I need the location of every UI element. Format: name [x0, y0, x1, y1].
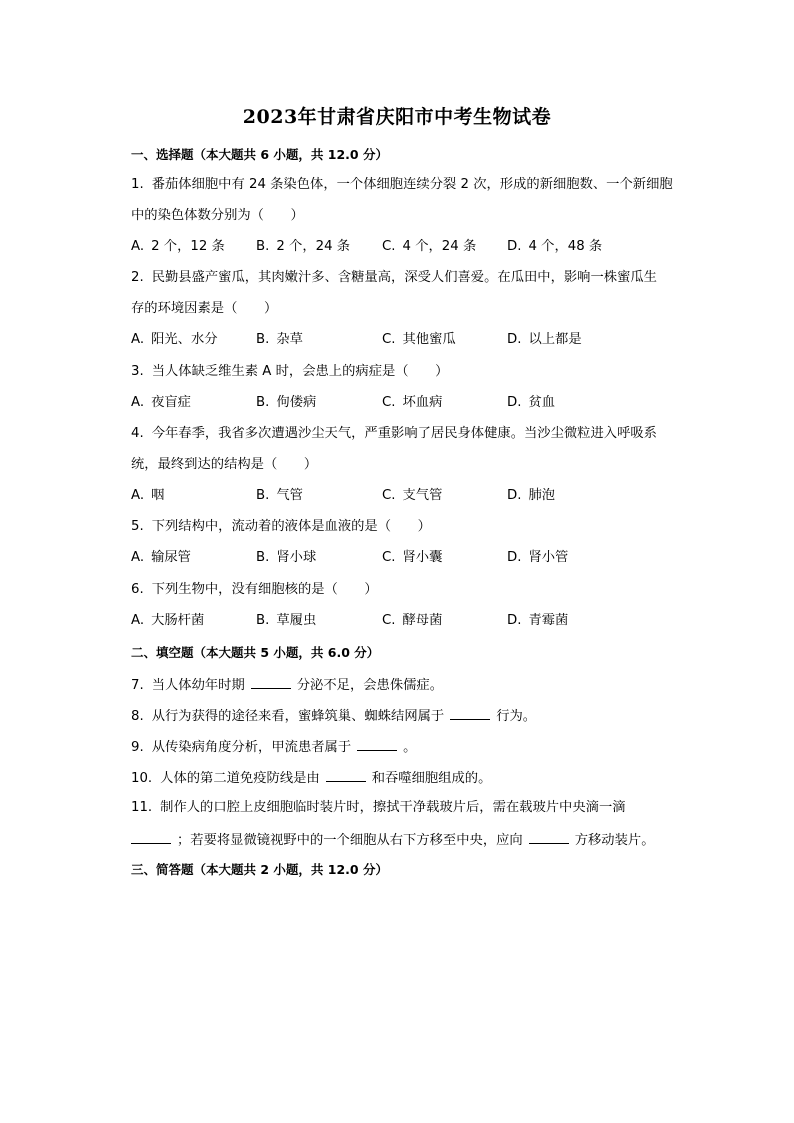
- option-a: A. 大肠杆菌: [131, 613, 205, 628]
- option-b: B. 佝偻病: [256, 395, 317, 410]
- option-c: C. 4 个，24 条: [382, 239, 477, 254]
- question-text: 从行为获得的途径来看，蜜蜂筑巢、蜘蛛结网属于: [151, 709, 445, 724]
- question-text: 。: [403, 740, 417, 755]
- question-1-continued: 中的染色体数分别为（ ）: [131, 208, 304, 223]
- option-c: C. 酵母菌: [382, 613, 443, 628]
- section-heading-fill: 二、填空题（本大题共 5 小题，共 6.0 分）: [131, 645, 380, 660]
- question-text: 民勤县盛产蜜瓜，其肉嫩汁多、含糖量高，深受人们喜爱。在瓜田中，影响一株蜜瓜生: [151, 270, 657, 285]
- option-c: C. 肾小囊: [382, 550, 443, 565]
- question-text: 当人体缺乏维生素 A 时，会患上的病症是（ ）: [151, 364, 449, 379]
- question-number: 6.: [131, 582, 144, 597]
- option-d: D. 4 个，48 条: [507, 239, 603, 254]
- answer-blank[interactable]: [529, 829, 569, 844]
- answer-blank[interactable]: [131, 829, 171, 844]
- question-number: 8.: [131, 709, 144, 724]
- answer-blank[interactable]: [450, 705, 490, 720]
- question-number: 1.: [131, 177, 144, 192]
- answer-blank[interactable]: [251, 674, 291, 689]
- question-number: 5.: [131, 519, 144, 534]
- option-a: A. 阳光、水分: [131, 332, 218, 347]
- question-1: [131, 175, 691, 195]
- option-d: D. 肺泡: [507, 488, 556, 503]
- question-text: 人体的第二道免疫防线是由: [160, 771, 320, 786]
- question-text: 分泌不足，会患侏儒症。: [296, 678, 444, 693]
- question-number: 4.: [131, 426, 144, 441]
- question-6: [131, 580, 691, 600]
- question-number: 9.: [131, 740, 144, 755]
- option-a: A. 夜盲症: [131, 395, 191, 410]
- option-b: B. 杂草: [256, 332, 303, 347]
- option-d: D. 肾小管: [507, 550, 569, 565]
- question-text: 下列生物中，没有细胞核的是（ ）: [151, 582, 378, 597]
- question-2-options: [131, 330, 691, 350]
- answer-blank[interactable]: [326, 767, 366, 782]
- question-5: [131, 517, 691, 537]
- question-text: 下列结构中，流动着的液体是血液的是（ ）: [151, 519, 431, 534]
- option-c: C. 支气管: [382, 488, 443, 503]
- question-text: 从传染病角度分析，甲流患者属于: [151, 740, 352, 755]
- question-text: 当人体幼年时期: [151, 678, 245, 693]
- option-d: D. 以上都是: [507, 332, 582, 347]
- option-a: A. 咽: [131, 488, 165, 503]
- question-11: [131, 798, 691, 818]
- question-text: 行为。: [496, 709, 537, 724]
- option-b: B. 气管: [256, 488, 303, 503]
- question-6-options: [131, 611, 691, 631]
- question-number: 7.: [131, 678, 144, 693]
- page-title: 2023年甘肃省庆阳市中考生物试卷: [242, 106, 552, 128]
- option-a: A. 2 个，12 条: [131, 239, 225, 254]
- question-9: [131, 736, 691, 758]
- question-text: 番茄体细胞中有 24 条染色体，一个体细胞连续分裂 2 次，形成的新细胞数、一个新细胞: [151, 177, 673, 192]
- option-d: D. 青霉菌: [507, 613, 569, 628]
- question-5-options: [131, 548, 691, 568]
- question-11-continued: [131, 829, 691, 851]
- question-3-options: [131, 393, 691, 413]
- question-2-continued: 存的环境因素是（ ）: [131, 301, 278, 316]
- question-text: 方移动装片。: [574, 833, 655, 848]
- question-text: ；若要将显微镜视野中的一个细胞从右下方移至中央，应向: [177, 833, 523, 848]
- option-b: B. 2 个，24 条: [256, 239, 351, 254]
- option-d: D. 贫血: [507, 395, 556, 410]
- question-number: 3.: [131, 364, 144, 379]
- option-c: C. 其他蜜瓜: [382, 332, 456, 347]
- question-text: 制作人的口腔上皮细胞临时装片时，擦拭干净载玻片后，需在载玻片中央滴一滴: [160, 800, 626, 815]
- option-b: B. 草履虫: [256, 613, 317, 628]
- question-7: [131, 674, 691, 696]
- question-8: [131, 705, 691, 727]
- question-text: 和吞噬细胞组成的。: [371, 771, 492, 786]
- question-4: [131, 424, 691, 444]
- question-10: [131, 767, 691, 789]
- option-b: B. 肾小球: [256, 550, 317, 565]
- section-heading-short-answer: 三、简答题（本大题共 2 小题，共 12.0 分）: [131, 862, 388, 877]
- question-text: 今年春季，我省多次遭遇沙尘天气，严重影响了居民身体健康。当沙尘微粒进入呼吸系: [151, 426, 657, 441]
- answer-blank[interactable]: [357, 736, 397, 751]
- question-2: [131, 268, 691, 288]
- question-number: 10.: [131, 771, 153, 786]
- section-heading-choice: 一、选择题（本大题共 6 小题，共 12.0 分）: [131, 147, 388, 162]
- question-number: 11.: [131, 800, 153, 815]
- question-number: 2.: [131, 270, 144, 285]
- question-4-options: [131, 486, 691, 506]
- question-1-options: [131, 237, 691, 257]
- question-4-continued: 统，最终到达的结构是（ ）: [131, 457, 318, 472]
- option-a: A. 输尿管: [131, 550, 191, 565]
- option-c: C. 坏血病: [382, 395, 443, 410]
- question-3: [131, 362, 691, 382]
